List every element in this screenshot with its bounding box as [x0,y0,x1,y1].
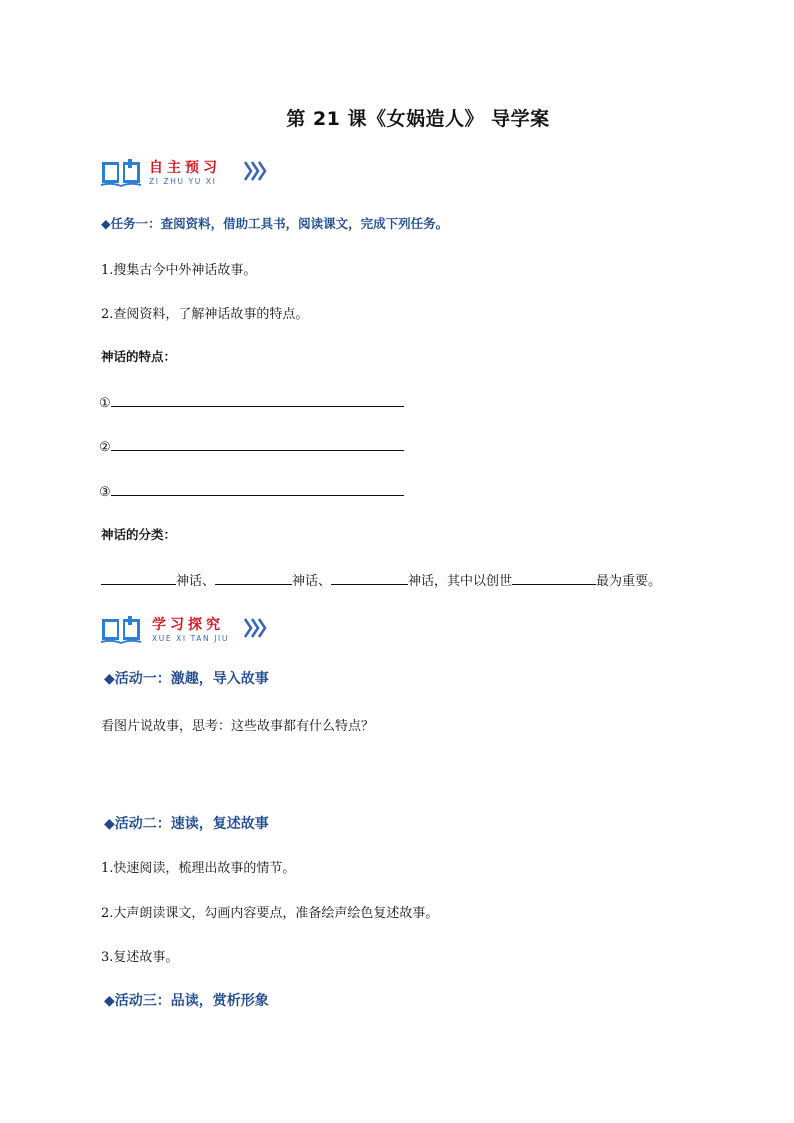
section-pinyin: ZI ZHU YU XI [149,177,217,186]
activity-item: 3.复述故事。 [101,950,179,965]
triple-chevron-icon [243,159,267,183]
task-item: 2.查阅资料，了解神话故事的特点。 [101,307,309,322]
answer-line[interactable] [512,570,596,585]
activity-three-heading: ◆活动三：品读，赏析形象 [104,993,269,1009]
open-book-icon [100,616,142,644]
activity-two-heading: ◆活动二：速读，复述故事 [104,816,269,832]
answer-line[interactable] [101,570,176,585]
answer-line[interactable] [111,436,404,451]
answer-line[interactable] [331,570,408,585]
feature-blank-3[interactable] [99,481,404,500]
fill-text: 神话，其中以创世 [408,574,513,589]
feature-marker: ① [99,396,111,411]
answer-line[interactable] [111,481,404,496]
fill-text: 最为重要。 [596,574,662,589]
page-title: 第 21 课《女娲造人》 导学案 [286,108,550,130]
activity-one-heading: ◆活动一：激趣，导入故事 [104,671,269,687]
triple-chevron-icon [243,616,267,640]
feature-marker: ② [99,440,111,455]
section-title: 自主预习 [149,160,221,176]
feature-blank-1[interactable] [99,392,404,411]
classification-fill-row [101,570,661,589]
task-one-heading: ◆任务一：查阅资料，借助工具书，阅读课文，完成下列任务。 [101,216,449,231]
task-item: 1.搜集古今中外神话故事。 [101,263,257,278]
fill-text: 神话、 [292,574,332,589]
classification-label: 神话的分类： [101,527,177,542]
section-pinyin: XUE XI TAN JIU [152,634,229,643]
feature-blank-2[interactable] [99,436,404,455]
open-book-icon [100,159,142,187]
activity-item: 2.大声朗读课文，勾画内容要点，准备绘声绘色复述故事。 [101,906,439,921]
answer-line[interactable] [215,570,292,585]
answer-line[interactable] [111,392,404,407]
section-title: 学习探究 [152,617,224,633]
activity-one-text: 看图片说故事，思考：这些故事都有什么特点？ [101,719,375,734]
fill-text: 神话、 [176,574,216,589]
features-label: 神话的特点： [101,349,177,364]
activity-item: 1.快速阅读，梳理出故事的情节。 [101,861,296,876]
feature-marker: ③ [99,485,111,500]
